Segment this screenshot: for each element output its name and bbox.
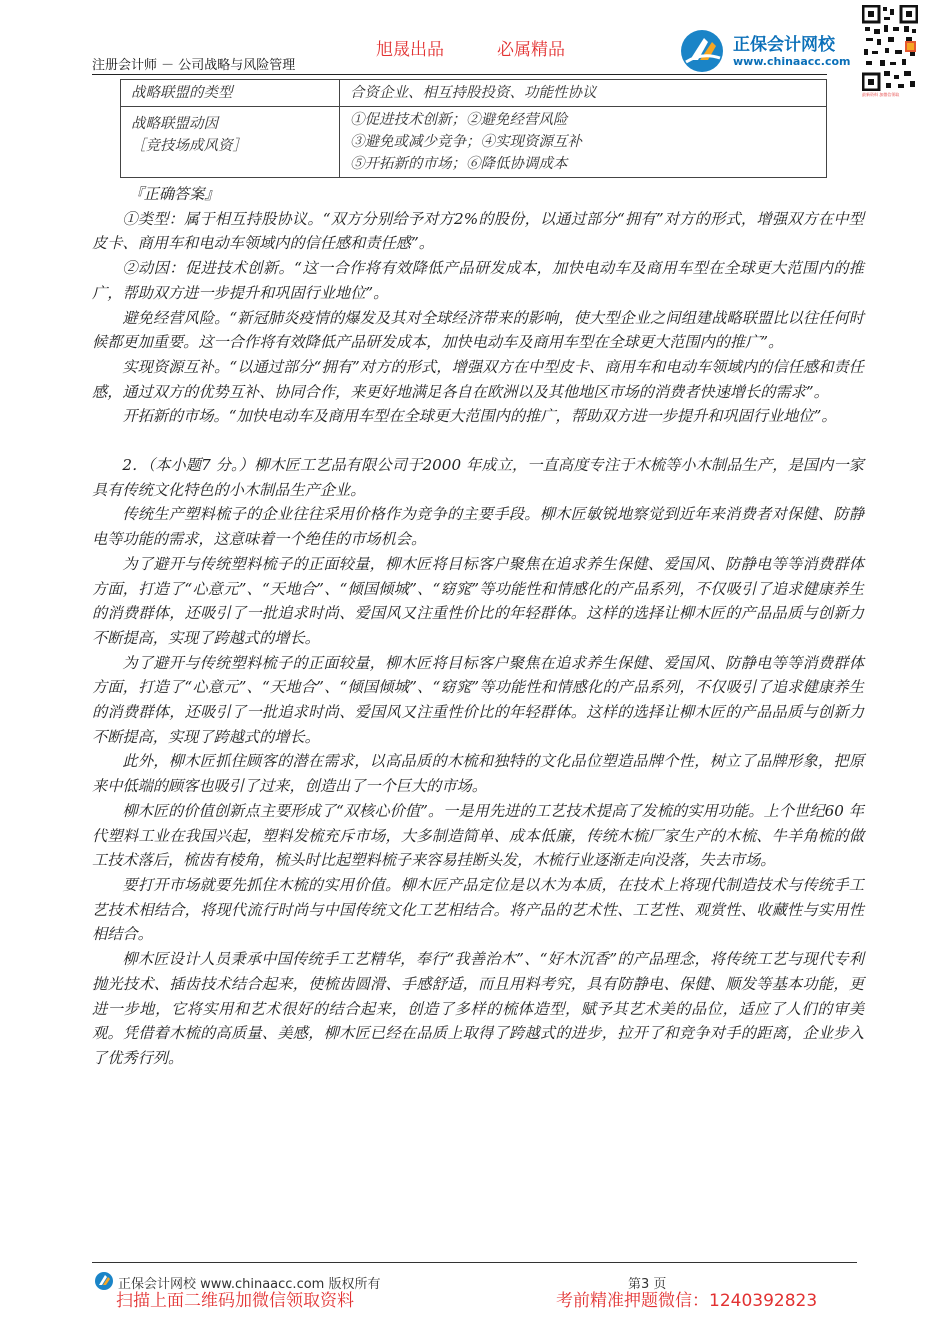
question-paragraph: 此外，柳木匠抓住顾客的潜在需求，以高品质的木梳和独特的文化品位塑造品牌个性，树立了品牌形象，把原来中低端的顾客也吸引了过来，创造出了一个巨大的市场。 xyxy=(92,752,864,796)
answer-paragraph: 开拓新的市场。“加快电动车及商用车型在全球更大范围内的推广，帮助双方进一步提升和巩固行业地位”。 xyxy=(122,407,837,426)
qr-caption: 最新资料 加微信领取 xyxy=(862,92,900,97)
logo-name: 正保会计网校 xyxy=(733,35,835,55)
question-paragraph: 柳木匠的价值创新点主要形成了“双核心价值”。一是用先进的工艺技术提高了发梳的实用功能。上个世纪60 年代塑料工业在我国兴起，塑料发梳充斥市场，大多制造简单、成本低廉，传统木梳厂家生产的木梳、牛羊角梳的做工技术落后，梳齿有棱角，梳头时比起塑料梳子来容易挂断头发，木梳行业逐渐走向没落，失去市场。 xyxy=(92,801,864,870)
question-paragraph: 传统生产塑料梳子的企业往往采用价格作为竞争的主要手段。柳木匠敏锐地察觉到近年来消费者对保健、防静电等功能的需求，这意味着一个绝佳的市场机会。 xyxy=(92,505,864,549)
footer-logo-icon xyxy=(94,1271,114,1291)
question-paragraph: 为了避开与传统塑料梳子的正面较量，柳木匠将目标客户聚焦在追求养生保健、爱国风、防静电等等消费群体方面，打造了“心意元”、“天地合”、“倾国倾城”、“窈窕”等功能性和情感化的产品系列，不仅吸引了追求健康养生的消费群体，还吸引了一批追求时尚、爱国风又注重性价比的年轻群体。这样的选择让柳木匠的产品品质与创新力不断提高，实现了跨越式的增长。 xyxy=(92,653,864,746)
answer-heading: 『正确答案』 xyxy=(128,185,220,203)
table-cell-label-line: 战略联盟动因 xyxy=(131,116,218,132)
answer-paragraph: 避免经营风险。“新冠肺炎疫情的爆发及其对全球经济带来的影响，使大型企业之间组建战略联盟比以往任何时候都更加重要。这一合作将有效降低产品研发成本，加快电动车及商用车型在全球更大范围内的推广”。 xyxy=(92,308,864,352)
table-row xyxy=(121,80,827,107)
chinaacc-logo-icon xyxy=(678,28,726,74)
table-cell-label: 战略联盟的类型 xyxy=(121,80,340,107)
table-cell-value-line: ①促进技术创新；②避免经营风险 xyxy=(350,112,568,128)
alliance-table xyxy=(120,79,827,178)
slogan-right: 必属精品 xyxy=(497,40,565,60)
footer-promo-right: 考前精准押题微信：1240392823 xyxy=(556,1291,818,1311)
table-row xyxy=(121,107,827,178)
answer-paragraph: 实现资源互补。“以通过部分“拥有”对方的形式，增强双方在中型皮卡、商用车和电动车领域内的信任感和责任感，通过双方的优势互补、协同合作，来更好地满足各自在欧洲以及其他地区市场的消费者快速增长的需求”。 xyxy=(92,357,864,401)
table-cell-value-line: ③避免或减少竞争；④实现资源互补 xyxy=(350,134,582,150)
table-cell-value xyxy=(340,107,827,178)
footer-promo-left: 扫描上面二维码加微信领取资料 xyxy=(116,1291,354,1311)
question-paragraph: 柳木匠设计人员秉承中国传统手工艺精华，奉行“我善治木”、“好木沉香”的产品理念，将传统工艺与现代专利抛光技术、插齿技术结合起来，使梳齿圆滑、手感舒适，而且用料考究，具有防静电、保健、顺发等基本功能，更进一步地，它将实用和艺术很好的结合起来，创造了多样的梳体造型，赋予其艺术美的品位，适应了人们的审美观。凭借着木梳的高质量、美感，柳木匠已经在品质上取得了跨越式的进步，拉开了和竞争对手的距离，企业步入了优秀行列。 xyxy=(92,950,864,1067)
slogan-left: 旭晟出品 xyxy=(376,40,444,60)
question-paragraph: 为了避开与传统塑料梳子的正面较量，柳木匠将目标客户聚焦在追求养生保健、爱国风、防静电等等消费群体方面，打造了“心意元”、“天地合”、“倾国倾城”、“窈窕”等功能性和情感化的产品系列，不仅吸引了追求健康养生的消费群体，还吸引了一批追求时尚、爱国风又注重性价比的年轻群体。这样的选择让柳木匠的产品品质与创新力不断提高，实现了跨越式的增长。 xyxy=(92,554,864,647)
spacer xyxy=(92,429,864,453)
answer-paragraph: ②动因：促进技术创新。“这一合作将有效降低产品研发成本，加快电动车及商用车型在全球更大范围内的推广，帮助双方进一步提升和巩固行业地位”。 xyxy=(92,259,864,302)
question-paragraph: 2．（本小题7 分。）柳木匠工艺品有限公司于2000 年成立，一直高度专注于木梳等小木制品生产，是国内一家具有传统文化特色的小木制品生产企业。 xyxy=(92,456,864,499)
question-paragraph: 要打开市场就要先抓住木梳的实用价值。柳木匠产品定位是以木为本质，在技术上将现代制造技术与传统手工艺技术相结合，将现代流行时尚与中国传统文化工艺相结合。将产品的艺术性、工艺性、观赏性、收藏性与实用性相结合。 xyxy=(92,875,864,944)
answer-paragraph: ①类型：属于相互持股协议。“双方分别给予对方2%的股份，以通过部分“拥有”对方的形式，增强双方在中型皮卡、商用车和电动车领域内的信任感和责任感”。 xyxy=(92,209,864,253)
table-cell-value: 合资企业、相互持股投资、功能性协议 xyxy=(340,80,827,107)
course-title: 注册会计师 － 公司战略与风险管理 xyxy=(92,58,296,73)
footer-copyright: 正保会计网校 www.chinaacc.com 版权所有 xyxy=(118,1277,381,1292)
page-number: 第3 页 xyxy=(628,1277,667,1292)
logo-url: www.chinaacc.com xyxy=(733,55,851,68)
header-divider xyxy=(92,74,827,75)
table-cell-label-line: ［竞技场成风资］ xyxy=(131,138,247,154)
document-body xyxy=(92,182,864,1071)
table-cell-value-line: ⑤开拓新的市场；⑥降低协调成本 xyxy=(350,156,568,172)
chinaacc-logo[interactable] xyxy=(678,28,856,74)
qr-code-icon[interactable] xyxy=(862,5,918,91)
table-cell-label xyxy=(121,107,340,178)
footer-divider xyxy=(92,1262,857,1263)
